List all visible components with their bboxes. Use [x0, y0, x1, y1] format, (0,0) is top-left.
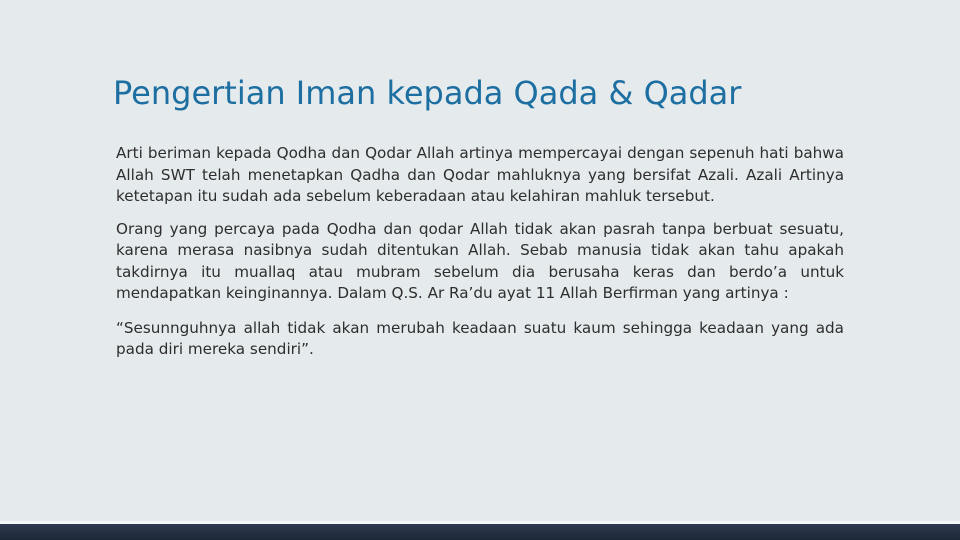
- slide-body: [116, 143, 844, 361]
- paragraph-quote: “Sesunnguhnya allah tidak akan merubah keadaan suatu kaum sehingga keadaan yang ada pada diri mereka sendiri”.: [116, 318, 844, 358]
- footer-bar: [0, 521, 960, 540]
- paragraph-explanation: Orang yang percaya pada Qodha dan qodar Allah tidak akan pasrah tanpa berbuat sesuatu, karena merasa nasibnya sudah ditentukan Allah. Sebab manusia tidak akan tahu apakah takdirnya itu muallaq atau mubram sebelum dia berusaha keras dan berdo’a untuk mendapatkan keinginannya. Dalam Q.S. Ar Ra’du ayat 11 Allah Berfirman yang artinya :: [116, 219, 844, 302]
- paragraph-definition: Arti beriman kepada Qodha dan Qodar Allah artinya mempercayai dengan sepenuh hati bahwa Allah SWT telah menetapkan Qadha dan Qodar mahluknya yang bersifat Azali. Azali Artinya ketetapan itu sudah ada sebelum keberadaan atau kelahiran mahluk tersebut.: [116, 144, 844, 205]
- slide-title: Pengertian Iman kepada Qada & Qadar: [113, 74, 742, 112]
